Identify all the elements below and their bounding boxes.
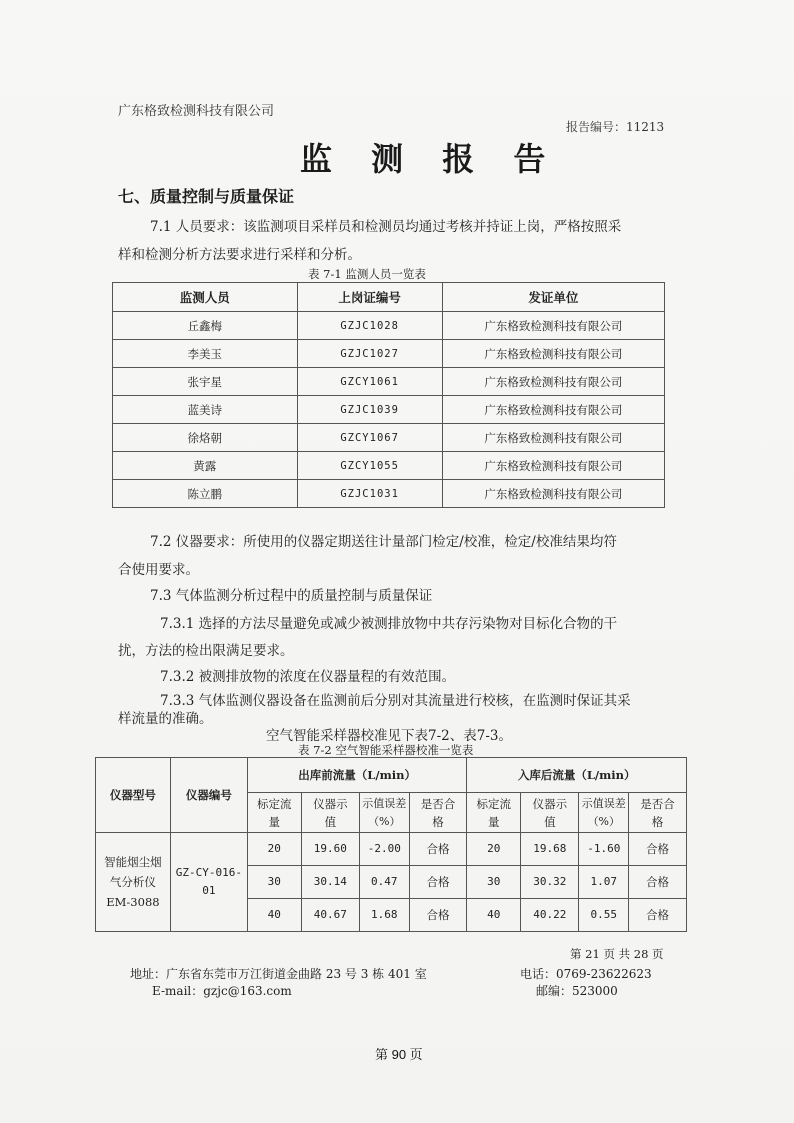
- instrument-id: GZ-CY-016-01: [170, 833, 247, 932]
- data-cell: -2.00: [359, 833, 409, 866]
- paragraph-7-2-line1: 7.2 仪器要求：所使用的仪器定期送往计量部门检定/校准，检定/校准结果均符: [150, 534, 617, 550]
- data-cell: 1.68: [359, 899, 409, 932]
- issuer: 广东格致检测科技有限公司: [442, 452, 664, 480]
- table-header-row: [113, 283, 665, 312]
- data-cell: 40.22: [521, 899, 579, 932]
- header-cell: 是否合格: [409, 793, 467, 833]
- person-name: 徐烙朝: [113, 424, 298, 452]
- person-name: 张宇星: [113, 368, 298, 396]
- cert-number: GZJC1028: [297, 312, 442, 340]
- header-cell: 仪器示值: [521, 793, 579, 833]
- data-cell: 0.55: [579, 899, 629, 932]
- header-cell: 入库后流量（L/min）: [467, 758, 687, 793]
- paragraph-7-3-1-line1: 7.3.1 选择的方法尽量避免或减少被测排放物中共存污染物对目标化合物的干: [160, 616, 618, 632]
- header-cell: 标定流量: [247, 793, 301, 833]
- data-cell: 合格: [409, 866, 467, 899]
- data-cell: 30.32: [521, 866, 579, 899]
- section-heading: 七、质量控制与质量保证: [118, 187, 295, 206]
- paragraph-7-3-1-line2: 扰，方法的检出限满足要求。: [118, 643, 294, 659]
- issuer: 广东格致检测科技有限公司: [442, 340, 664, 368]
- header-cell: 监测人员: [113, 283, 298, 312]
- table-row: [113, 480, 665, 508]
- header-cell: 示值误差（%）: [579, 793, 629, 833]
- person-name: 黄露: [113, 452, 298, 480]
- data-cell: 30: [467, 866, 521, 899]
- company-name: 广东格致检测科技有限公司: [118, 104, 275, 119]
- person-name: 陈立鹏: [113, 480, 298, 508]
- data-cell: 40: [467, 899, 521, 932]
- table-row: [113, 396, 665, 424]
- footer-phone: 电话：0769-23622623: [520, 967, 652, 981]
- header-cell: 出库前流量（L/min）: [247, 758, 467, 793]
- cert-number: GZCY1061: [297, 368, 442, 396]
- data-cell: 19.60: [301, 833, 359, 866]
- paragraph-7-1-line2: 样和检测分析方法要求进行采样和分析。: [118, 247, 361, 263]
- table-row: [113, 340, 665, 368]
- header-cell: 仪器型号: [96, 758, 171, 833]
- paragraph-7-2-line2: 合使用要求。: [118, 562, 199, 578]
- table-header-row: [96, 758, 687, 793]
- table1-caption: 表 7-1 监测人员一览表: [308, 267, 426, 281]
- footer-address: 地址：广东省东莞市万江街道金曲路 23 号 3 栋 401 室: [130, 967, 427, 981]
- data-cell: 20: [247, 833, 301, 866]
- footer-email: E-mail：gzjc@163.com: [152, 984, 292, 998]
- data-cell: -1.60: [579, 833, 629, 866]
- data-cell: 0.47: [359, 866, 409, 899]
- issuer: 广东格致检测科技有限公司: [442, 312, 664, 340]
- header-cell: 是否合格: [629, 793, 687, 833]
- issuer: 广东格致检测科技有限公司: [442, 424, 664, 452]
- data-cell: 30: [247, 866, 301, 899]
- table-row: [113, 424, 665, 452]
- header-cell: 仪器示值: [301, 793, 359, 833]
- table-row: [113, 452, 665, 480]
- outer-page-number: 第 90 页: [375, 1047, 423, 1062]
- data-cell: 40.67: [301, 899, 359, 932]
- table2-caption: 表 7-2 空气智能采样器校准一览表: [298, 743, 474, 757]
- data-cell: 1.07: [579, 866, 629, 899]
- paragraph-7-1-line1: 7.1 人员要求：该监测项目采样员和检测员均通过考核并持证上岗，严格按照采: [150, 219, 622, 235]
- table-row: [96, 833, 687, 866]
- data-cell: 合格: [629, 899, 687, 932]
- data-cell: 合格: [409, 833, 467, 866]
- header-cell: 上岗证编号: [297, 283, 442, 312]
- page-of-total: 第 21 页 共 28 页: [570, 947, 664, 961]
- data-cell: 合格: [409, 899, 467, 932]
- table2-intro: 空气智能采样器校准见下表7-2、表7-3。: [266, 728, 512, 744]
- header-cell: 示值误差（%）: [359, 793, 409, 833]
- personnel-table: [112, 282, 665, 508]
- paragraph-7-3: 7.3 气体监测分析过程中的质量控制与质量保证: [150, 588, 433, 604]
- issuer: 广东格致检测科技有限公司: [442, 368, 664, 396]
- report-number: 报告编号：11213: [566, 120, 665, 134]
- data-cell: 合格: [629, 866, 687, 899]
- paragraph-7-3-3-line1: 7.3.3 气体监测仪器设备在监测前后分别对其流量进行校核，在监测时保证其采: [160, 693, 631, 709]
- paragraph-7-3-2: 7.3.2 被测排放物的浓度在仪器量程的有效范围。: [160, 669, 456, 685]
- table-row: [113, 312, 665, 340]
- header-cell: 标定流量: [467, 793, 521, 833]
- header-cell: 仪器编号: [170, 758, 247, 833]
- person-name: 蓝美诗: [113, 396, 298, 424]
- data-cell: 30.14: [301, 866, 359, 899]
- issuer: 广东格致检测科技有限公司: [442, 480, 664, 508]
- instrument-model: 智能烟尘烟气分析仪 EM-3088: [96, 833, 171, 932]
- calibration-table: [95, 757, 687, 932]
- table-row: [113, 368, 665, 396]
- data-cell: 合格: [629, 833, 687, 866]
- person-name: 丘鑫梅: [113, 312, 298, 340]
- footer-postcode: 邮编：523000: [536, 984, 618, 998]
- cert-number: GZCY1067: [297, 424, 442, 452]
- issuer: 广东格致检测科技有限公司: [442, 396, 664, 424]
- cert-number: GZJC1027: [297, 340, 442, 368]
- data-cell: 40: [247, 899, 301, 932]
- paragraph-7-3-3-line2: 样流量的准确。: [118, 711, 213, 727]
- header-cell: 发证单位: [442, 283, 664, 312]
- page-title: 监 测 报 告: [300, 140, 560, 178]
- cert-number: GZCY1055: [297, 452, 442, 480]
- cert-number: GZJC1031: [297, 480, 442, 508]
- data-cell: 19.68: [521, 833, 579, 866]
- cert-number: GZJC1039: [297, 396, 442, 424]
- data-cell: 20: [467, 833, 521, 866]
- person-name: 李美玉: [113, 340, 298, 368]
